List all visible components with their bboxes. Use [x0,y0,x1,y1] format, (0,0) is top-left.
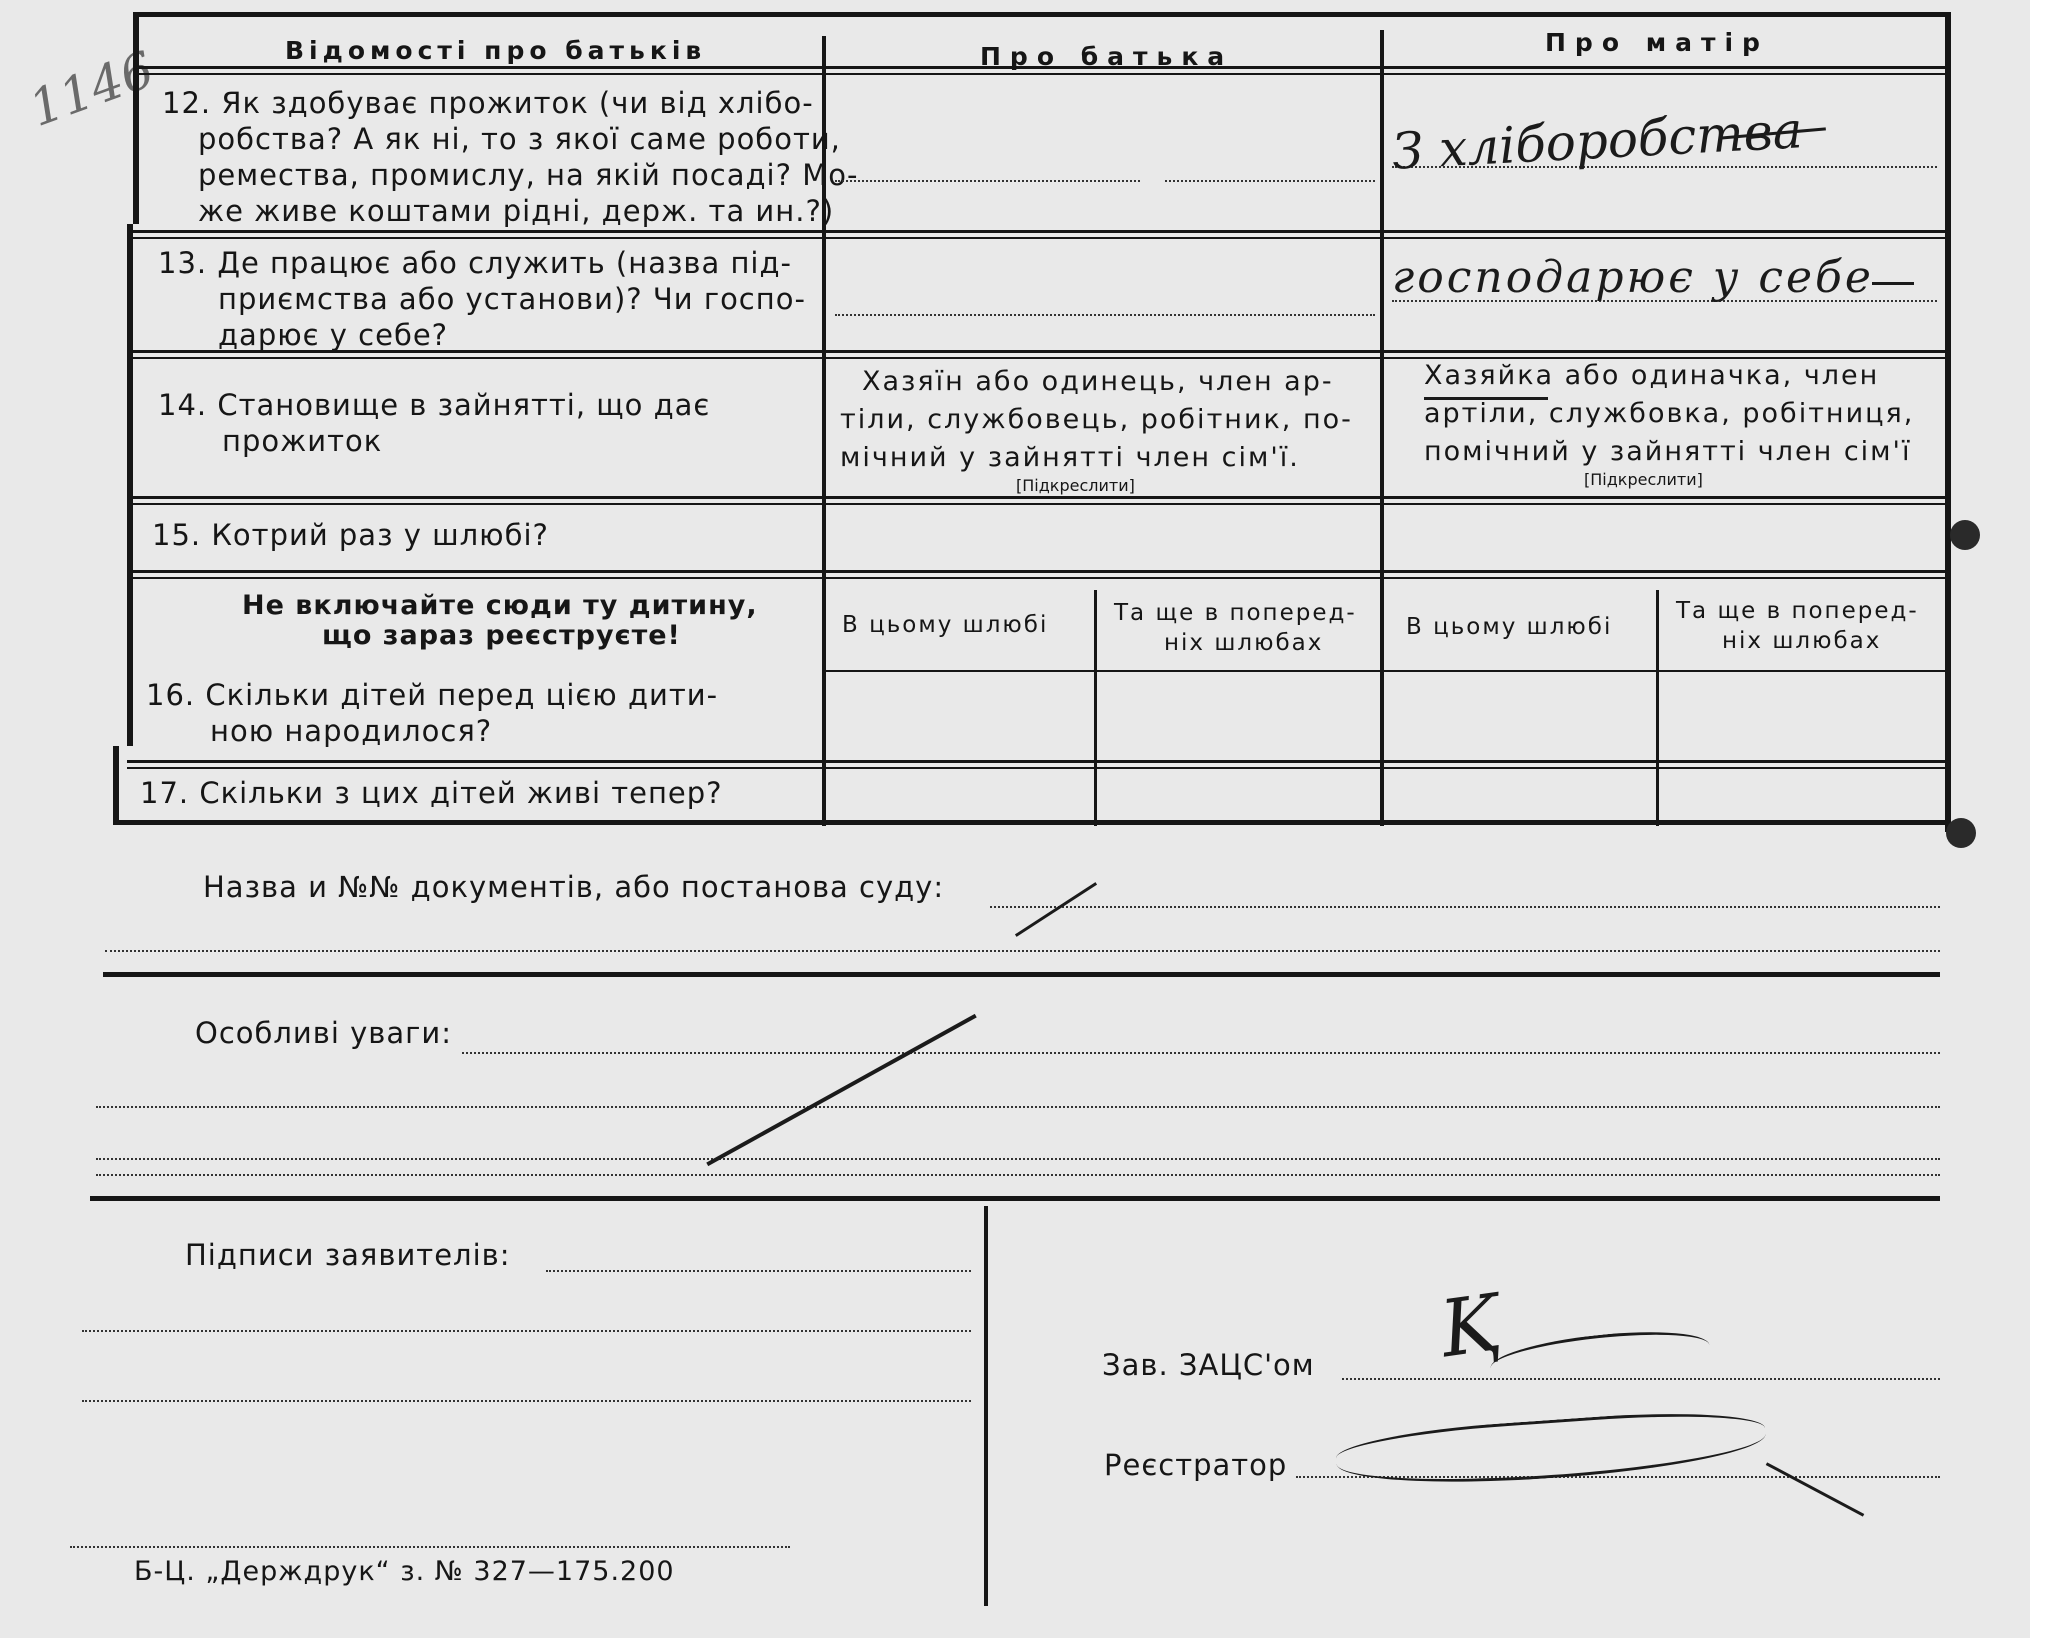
documents-dotline-1 [990,906,1940,908]
table-bottom-border [113,820,1951,825]
head-signature: Ⱪ [1434,1278,1505,1376]
registrar-label: Реєстратор [1104,1448,1288,1482]
sep-16-sub [822,670,1945,672]
q12-mother-answer: З хліборобства [1390,101,1804,181]
margin-note: 1146 [21,39,162,139]
q13-line-2: приємства або установи)? Чи госпо- [218,282,806,316]
applicants-dotline-3 [82,1400,971,1402]
q15-label: 15. Котрий раз у шлюбі? [152,518,549,552]
remarks-label: Особливі уваги: [195,1016,453,1050]
q13-mother-stroke [1872,282,1914,285]
q16-mother-this-marriage: В цьому шлюбі [1406,614,1613,640]
divider-mother-sub [1656,590,1659,826]
remarks-rule [90,1196,1940,1201]
header-mother: Про матір [1545,28,1769,57]
remarks-dotline-1 [462,1052,1940,1054]
table-right-border [1945,12,1951,832]
q14-mother-opt-1: Хазяйка або одиначка, член [1424,360,1880,391]
q14-father-note: [Підкреслити] [1016,476,1135,495]
header-info: Відомості про батьків [285,36,707,65]
sep-12 [133,230,1945,239]
applicants-label: Підписи заявителів: [185,1238,511,1272]
registrar-signature-tail [1766,1462,1865,1516]
punch-hole-top [1950,520,1980,550]
q13-line-1: 13. Де працює або служить (назва під- [158,246,792,280]
punch-hole-bottom [1946,818,1976,848]
q16-warning-1: Не включайте сюди ту дитину, [242,590,758,621]
head-dotline [1342,1378,1940,1380]
q17-label: 17. Скільки з цих дітей живі тепер? [140,776,723,810]
divider-father-mother [1380,30,1384,826]
table-left-border [133,12,139,224]
q16-line-2: ною народилося? [210,714,493,748]
documents-dash-mark [1015,882,1097,937]
applicants-dotline-4 [70,1546,790,1548]
q12-line-3: ремества, промислу, на якій посаді? Мо- [198,158,859,192]
q13-mother-answer: господарює у себе [1392,252,1874,303]
q12-father-dotline [835,180,1140,182]
q16-father-prev-1: Та ще в поперед- [1114,600,1357,626]
sep-14 [127,496,1945,505]
documents-dotline-2 [105,950,1940,952]
remarks-dash-mark [706,1014,976,1166]
registrar-signature-stroke [1335,1405,1768,1493]
remarks-dotline-4 [96,1174,1940,1176]
q16-father-prev-2: ніх шлюбах [1164,630,1324,656]
q13-line-3: дарює у себе? [218,318,449,352]
q14-mother-opt-3: помічний у зайнятті член сім'ї [1424,436,1912,467]
documents-label: Назва и №№ документів, або постанова суду: [203,870,945,904]
header-father: Про батька [980,42,1234,71]
applicants-dotline-2 [82,1330,971,1332]
q12-line-1: 12. Як здобуває прожиток (чи від хлібо- [162,86,814,120]
q14-line-2: прожиток [222,424,383,458]
table-left-border-lower [127,224,133,746]
sep-15 [127,570,1945,579]
remarks-dotline-3 [96,1158,1940,1160]
q12-father-dotline-b [1165,180,1375,182]
q16-mother-prev-2: ніх шлюбах [1722,628,1882,654]
remarks-dotline-2 [96,1106,1940,1108]
q14-mother-note: [Підкреслити] [1584,470,1703,489]
q14-mother-opt-2: артіли, службовка, робітниця, [1424,398,1915,429]
divider-father-sub [1094,590,1097,826]
q12-line-2: робства? А як ні, то з якої саме роботи, [198,122,841,156]
printer-imprint: Б-Ц. „Держдрук“ з. № 327—175.200 [134,1556,675,1587]
q14-father-opt-3: мічний у зайнятті член сім'ї. [840,442,1300,473]
table-top-border [133,12,1951,17]
sep-16 [127,760,1945,769]
q12-line-4: же живе коштами рідні, держ. та ин.?) [198,194,835,228]
q16-warning-2: що зараз реєструєте! [322,620,681,651]
q16-father-this-marriage: В цьому шлюбі [842,612,1049,638]
q16-line-1: 16. Скільки дітей перед цією дити- [146,678,719,712]
head-label: Зав. ЗАЦС'ом [1102,1348,1315,1382]
applicants-dotline-1 [546,1270,971,1272]
q14-father-opt-2: тіли, службовець, робітник, по- [840,404,1353,435]
signature-divider [984,1206,988,1606]
q13-father-dotline [835,314,1375,316]
table-left-edge-17 [113,746,119,824]
documents-rule [103,972,1940,977]
q16-mother-prev-1: Та ще в поперед- [1676,598,1919,624]
q14-father-opt-1: Хазяїн або одинець, член ар- [862,366,1334,397]
q14-line-1: 14. Становище в зайнятті, що дає [158,388,711,422]
